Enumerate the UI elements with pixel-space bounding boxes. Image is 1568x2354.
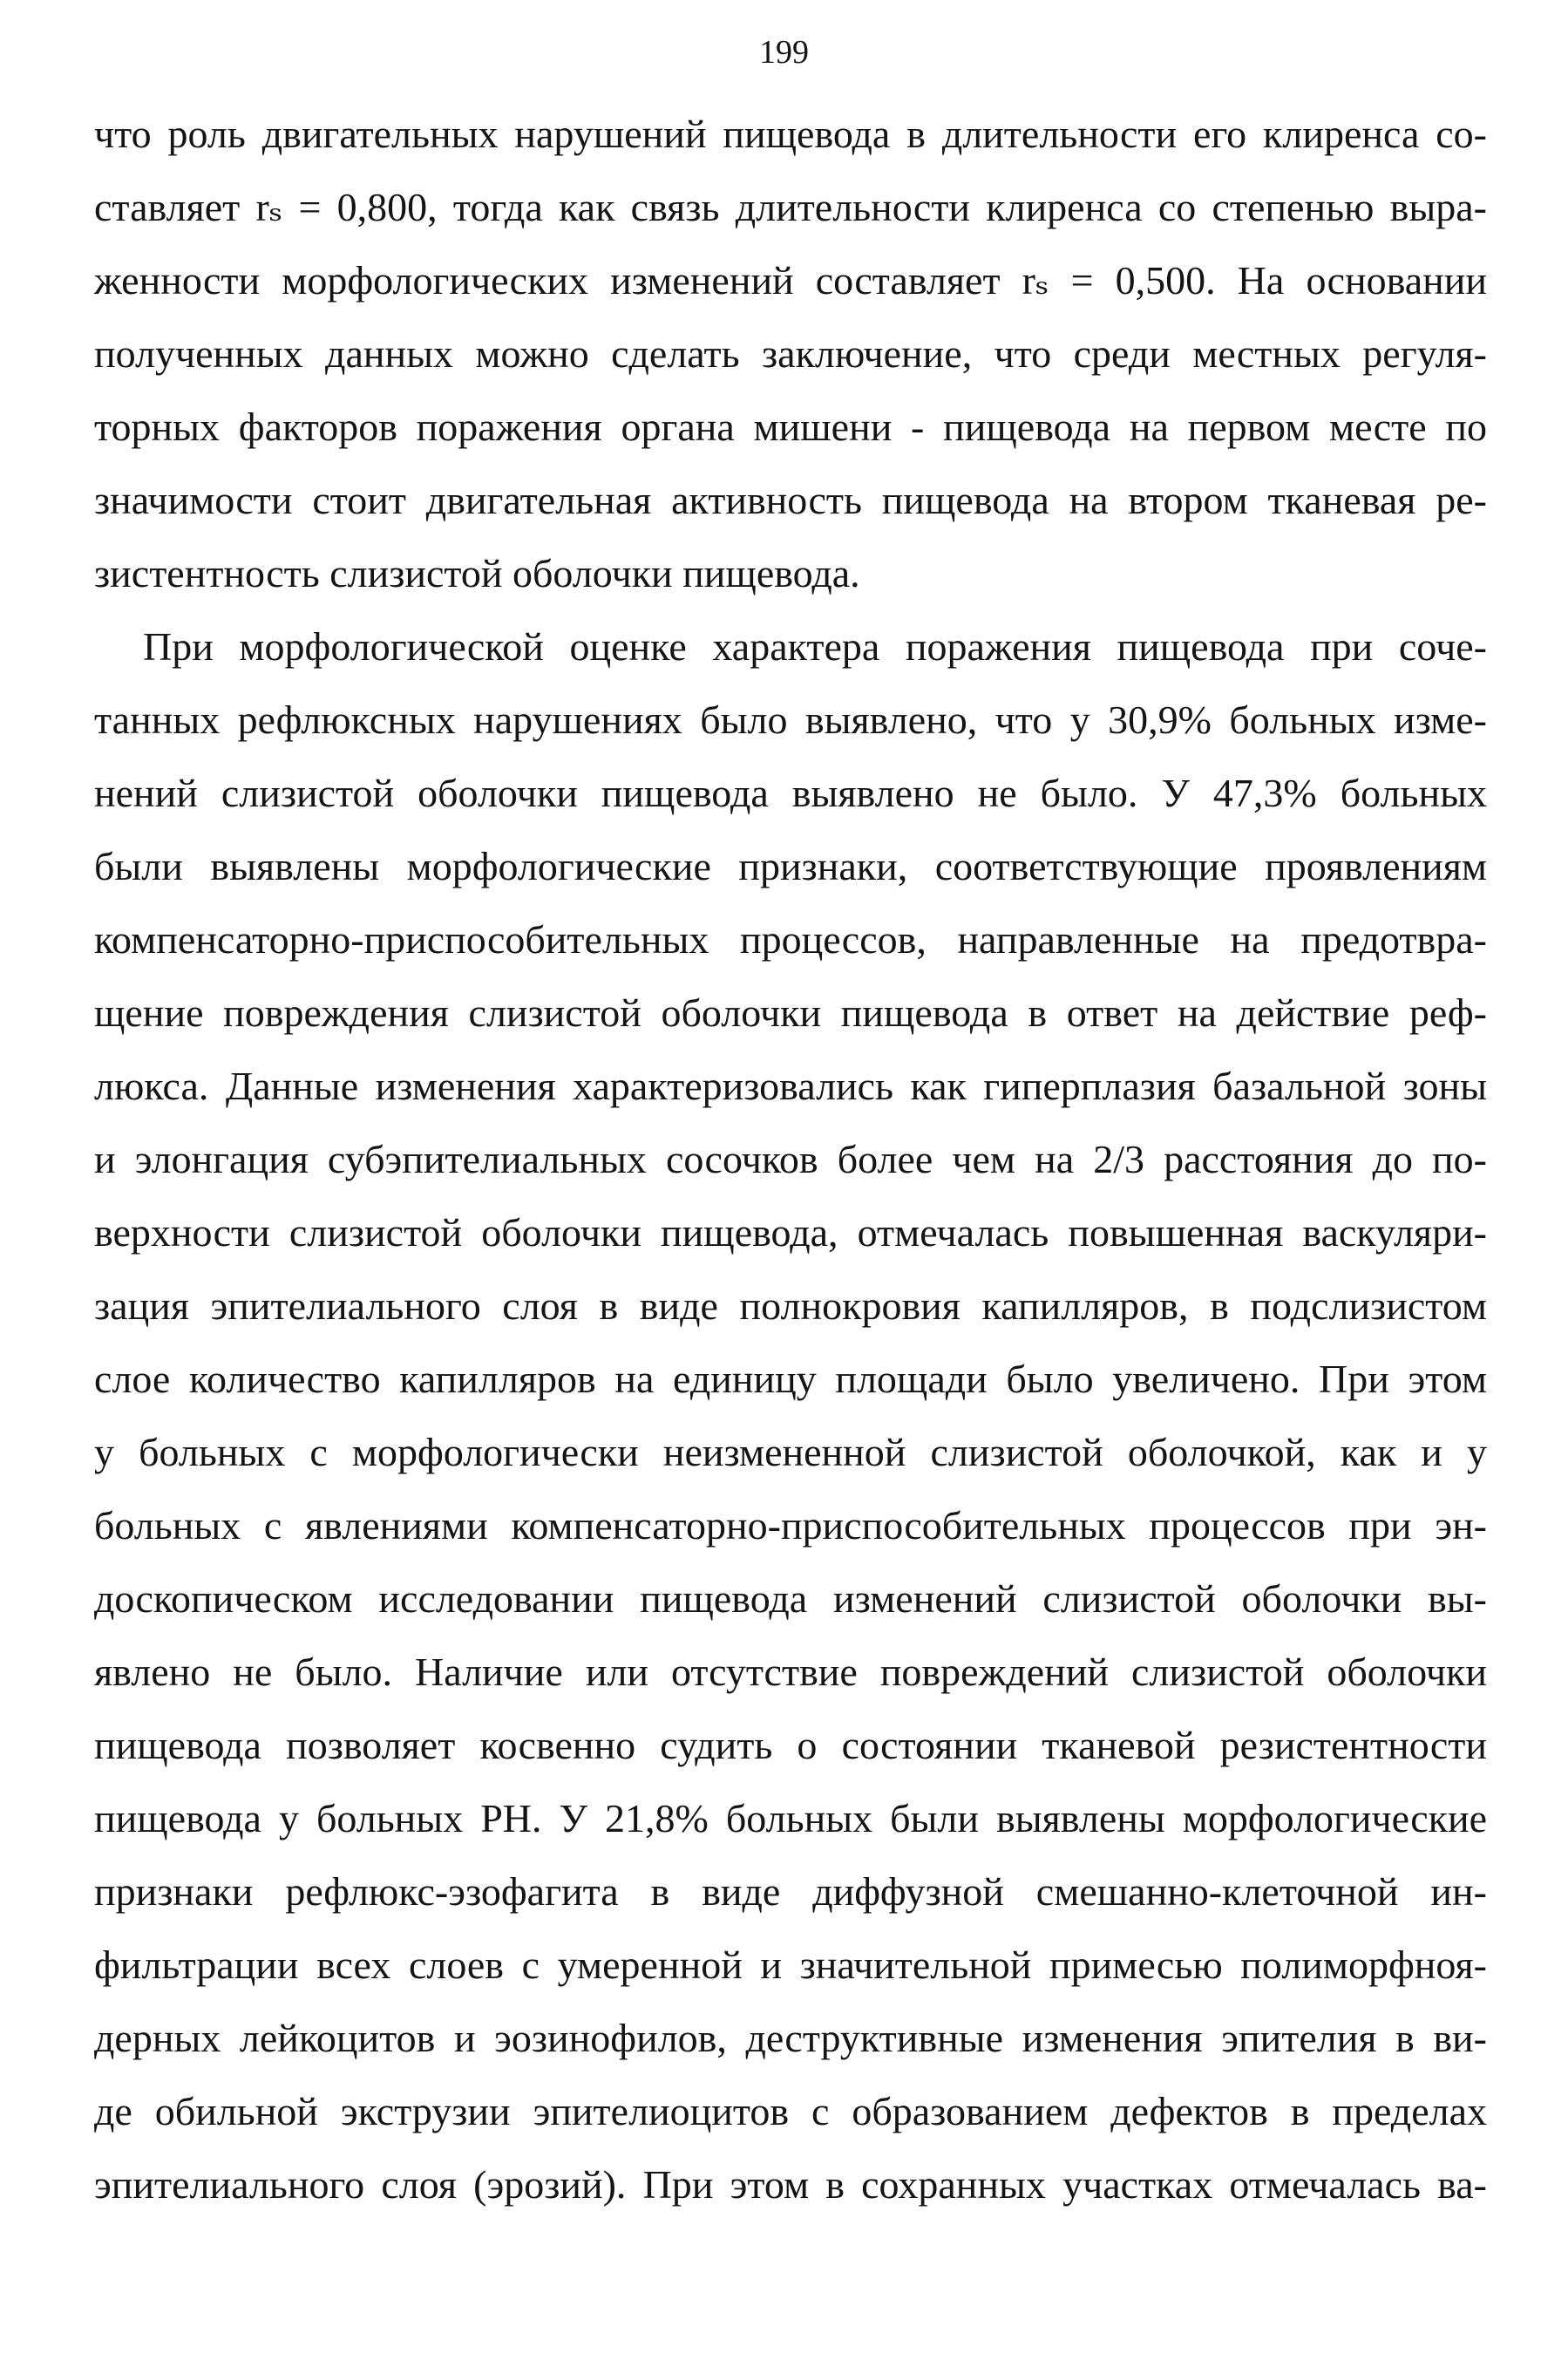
text-line: и элонгация субэпителиальных сосочков более чем на 2/3 расстояния до по- bbox=[94, 1137, 1487, 1181]
text-line: торных факторов поражения органа мишени - пищевода на первом месте по bbox=[94, 405, 1487, 449]
text-line: что роль двигательных нарушений пищевода в длительности его клиренса со- bbox=[94, 112, 1487, 156]
text-line: щение повреждения слизистой оболочки пищевода в ответ на действие реф- bbox=[94, 990, 1487, 1035]
text-line: нений слизистой оболочки пищевода выявлено не было. У 47,3% больных bbox=[94, 771, 1487, 815]
text-line: танных рефлюксных нарушениях было выявлено, что у 30,9% больных изме- bbox=[94, 697, 1487, 742]
text-line: полученных данных можно сделать заключение, что среди местных регуля- bbox=[94, 331, 1487, 376]
text-line: люкса. Данные изменения характеризовались как гиперплазия базальной зоны bbox=[94, 1064, 1487, 1108]
text-line: явлено не было. Наличие или отсутствие повреждений слизистой оболочки bbox=[94, 1650, 1487, 1694]
text-line: ставляет rₛ = 0,800, тогда как связь длительности клиренса со степенью выра- bbox=[94, 185, 1487, 229]
text-line: слое количество капилляров на единицу площади было увеличено. При этом bbox=[94, 1357, 1487, 1401]
text-line: зация эпителиального слоя в виде полнокровия капилляров, в подслизистом bbox=[94, 1283, 1487, 1328]
text-line: пищевода у больных РН. У 21,8% больных были выявлены морфологические bbox=[94, 1796, 1487, 1840]
text-line: признаки рефлюкс-эзофагита в виде диффузной смешанно-клеточной ин- bbox=[94, 1869, 1487, 1914]
text-line: При морфологической оценке характера поражения пищевода при соче- bbox=[143, 624, 1487, 669]
page-number: 199 bbox=[759, 34, 809, 71]
text-line: дерных лейкоцитов и эозинофилов, деструктивные изменения эпителия в ви- bbox=[94, 2016, 1487, 2060]
text-line: верхности слизистой оболочки пищевода, отмечалась повышенная васкуляри- bbox=[94, 1210, 1487, 1255]
paragraph bbox=[94, 98, 1487, 610]
text-line: у больных с морфологически неизмененной слизистой оболочкой, как и у bbox=[94, 1430, 1487, 1474]
paragraph bbox=[94, 610, 1487, 2221]
text-line: зистентность слизистой оболочки пищевода. bbox=[94, 551, 860, 595]
text-line: женности морфологических изменений составляет rₛ = 0,500. На основании bbox=[94, 258, 1487, 303]
text-line: больных с явлениями компенсаторно-приспособительных процессов при эн- bbox=[94, 1503, 1487, 1548]
text-line: были выявлены морфологические признаки, соответствующие проявлениям bbox=[94, 844, 1487, 888]
text-line: фильтрации всех слоев с умеренной и значительной примесью полиморфноя- bbox=[94, 1942, 1487, 1987]
body-text bbox=[94, 98, 1487, 2221]
text-line: эпителиального слоя (эрозий). При этом в сохранных участках отмечалась ва- bbox=[94, 2162, 1487, 2207]
text-line: пищевода позволяет косвенно судить о состоянии тканевой резистентности bbox=[94, 1723, 1487, 1767]
text-line: де обильной экструзии эпителиоцитов с образованием дефектов в пределах bbox=[94, 2089, 1487, 2133]
text-line: значимости стоит двигательная активность пищевода на втором тканевая ре- bbox=[94, 478, 1487, 522]
text-line: доскопическом исследовании пищевода изменений слизистой оболочки вы- bbox=[94, 1576, 1487, 1621]
text-line: компенсаторно-приспособительных процессов, направленные на предотвра- bbox=[94, 917, 1487, 962]
